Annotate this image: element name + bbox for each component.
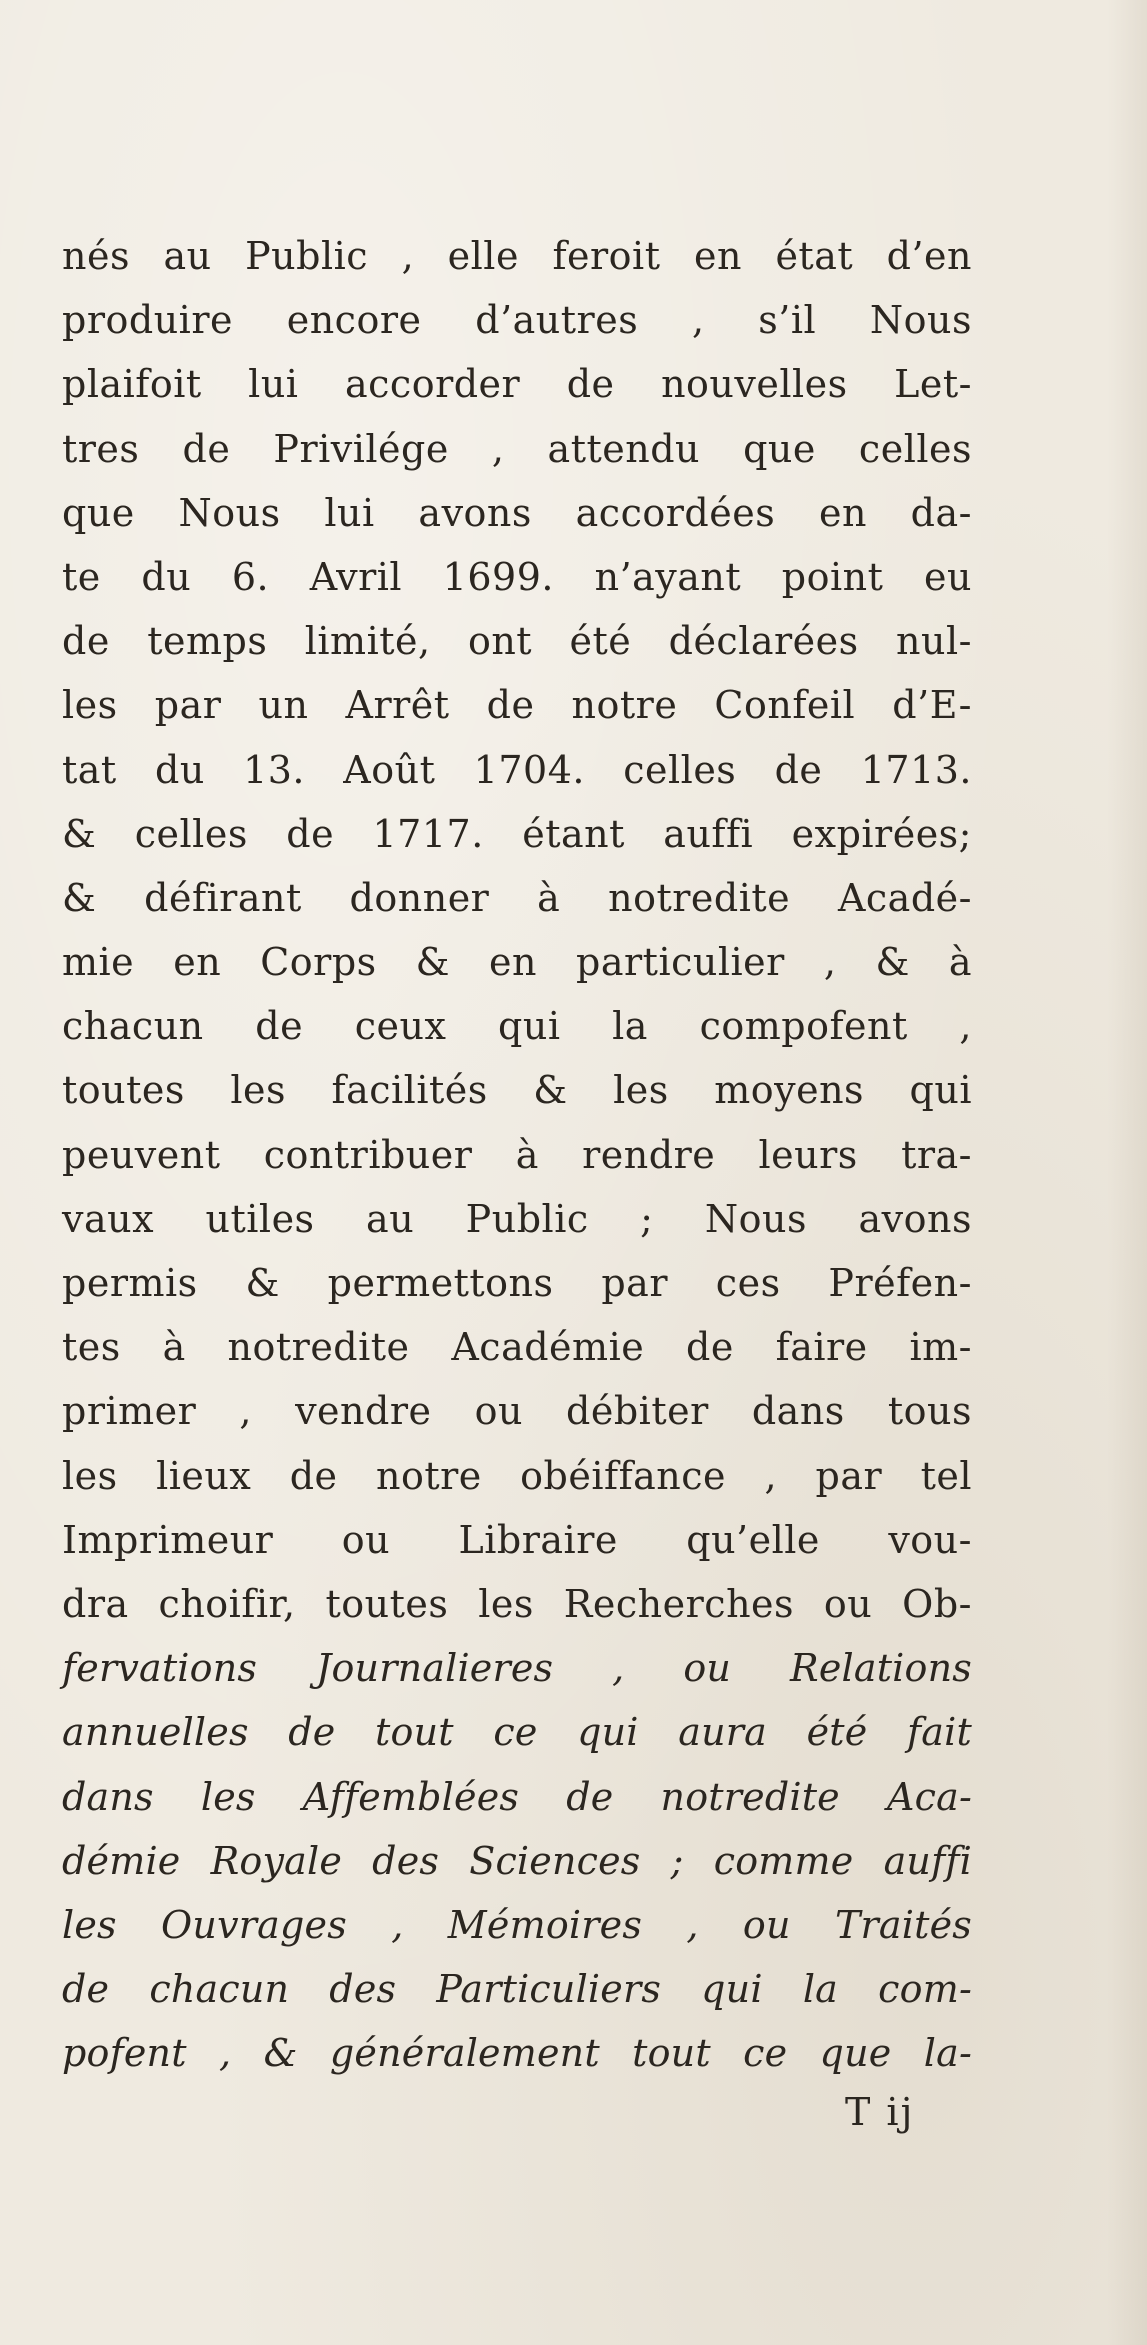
text-line: tes à notredite Académie de faire im-: [62, 1325, 972, 1370]
italic-text-line: les Ouvrages , Mémoires , ou Traités: [62, 1902, 972, 1947]
catchword-signature: T ij: [845, 2090, 915, 2134]
text-line: les par un Arrêt de notre Confeil d’E-: [62, 683, 972, 728]
text-line: que Nous lui avons accordées en da-: [62, 490, 972, 535]
text-line: tat du 13. Août 1704. celles de 1713.: [62, 747, 972, 792]
body-text: [62, 224, 972, 2085]
text-line: vaux utiles au Public ; Nous avons: [62, 1196, 972, 1241]
text-line: chacun de ceux qui la compofent ,: [62, 1004, 972, 1049]
text-line: toutes les facilités & les moyens qui: [62, 1068, 972, 1113]
text-line: Imprimeur ou Libraire qu’elle vou-: [62, 1517, 972, 1562]
italic-text-line: pofent , & généralement tout ce que la-: [62, 2031, 972, 2076]
text-line: primer , vendre ou débiter dans tous: [62, 1389, 972, 1434]
italic-text-line: annuelles de tout ce qui aura été fait: [62, 1710, 972, 1755]
page-fold-shadow: [1107, 0, 1147, 2345]
text-line: peuvent contribuer à rendre leurs tra-: [62, 1132, 972, 1177]
text-line: dra choifir, toutes les Recherches ou Ob-: [62, 1581, 972, 1626]
text-line: de temps limité, ont été déclarées nul-: [62, 619, 972, 664]
text-line: permis & permettons par ces Préfen-: [62, 1261, 972, 1305]
text-line: plaifoit lui accorder de nouvelles Let-: [62, 362, 972, 407]
text-line: tres de Privilége , attendu que celles: [62, 426, 972, 471]
text-line: te du 6. Avril 1699. n’ayant point eu: [62, 554, 972, 599]
text-line: & défirant donner à notredite Acadé-: [62, 875, 972, 920]
italic-text-line: fervations Journalieres , ou Relations: [62, 1646, 972, 1691]
text-line: produire encore d’autres , s’il Nous: [62, 298, 972, 343]
italic-text-line: dans les Affemblées de notredite Aca-: [62, 1774, 972, 1819]
italic-text-line: de chacun des Particuliers qui la com-: [62, 1967, 972, 2012]
text-line: nés au Public , elle feroit en état d’en: [62, 234, 972, 278]
italic-text-line: démie Royale des Sciences ; comme auffi: [62, 1838, 972, 1883]
text-line: mie en Corps & en particulier , & à: [62, 940, 972, 985]
text-line: & celles de 1717. étant auffi expirées;: [62, 811, 972, 856]
text-line: les lieux de notre obéiffance , par tel: [62, 1453, 972, 1498]
